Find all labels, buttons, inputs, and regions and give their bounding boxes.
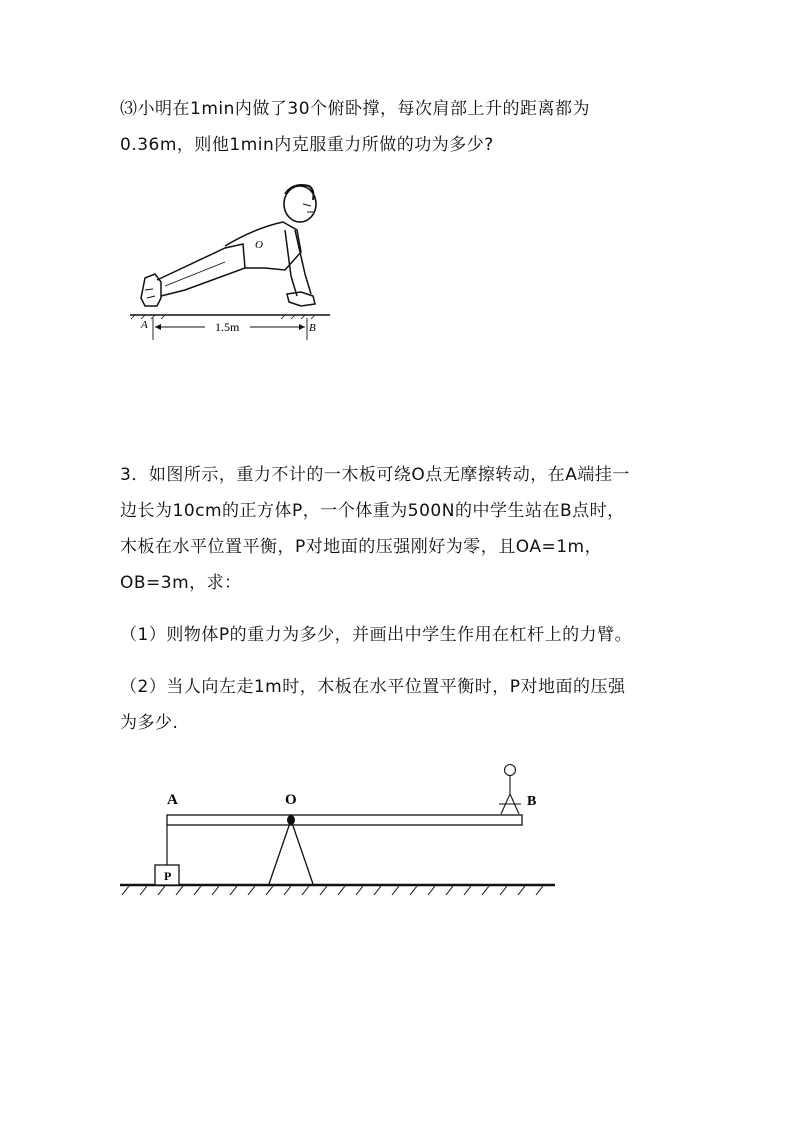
pushup-label-o: O [255,239,263,251]
q4-text-line3: 木板在水平位置平衡，P对地面的压强刚好为零，且OA=1m， [120,537,603,557]
wooden-board [167,815,522,825]
lever-label-o: O [285,792,297,808]
lever-figure [115,758,565,903]
pushup-label-b: B [309,322,316,334]
q4-text-line4: OB=3m，求： [120,573,242,593]
cube-label-p: P [164,869,172,883]
q3-text-line1: ⑶小明在1min内做了30个俯卧撑，每次肩部上升的距离都为 [120,99,591,119]
q4-text-line1: 3．如图所示，重力不计的一木板可绕O点无摩擦转动，在A端挂一 [120,465,630,485]
lever-label-b: B [527,794,537,809]
pivot-point [287,815,295,825]
pushup-figure [125,178,335,343]
q3-text-line2: 0.36m，则他1min内克服重力所做的功为多少? [120,135,494,155]
q4-sub1: （1）则物体P的重力为多少，并画出中学生作用在杠杆上的力臂。 [120,625,633,645]
stick-person [499,765,521,815]
pushup-label-a: A [141,319,148,331]
q4-sub2-line1: （2）当人向左走1m时，木板在水平位置平衡时，P对地面的压强 [120,677,626,697]
lever-label-a: A [167,792,178,808]
fulcrum [269,820,313,884]
q4-text-line2: 边长为10cm的正方体P，一个体重为500N的中学生站在B点时， [120,501,625,521]
q4-sub2-line2: 为多少. [120,713,179,733]
pushup-distance: 1.5m [215,320,240,334]
